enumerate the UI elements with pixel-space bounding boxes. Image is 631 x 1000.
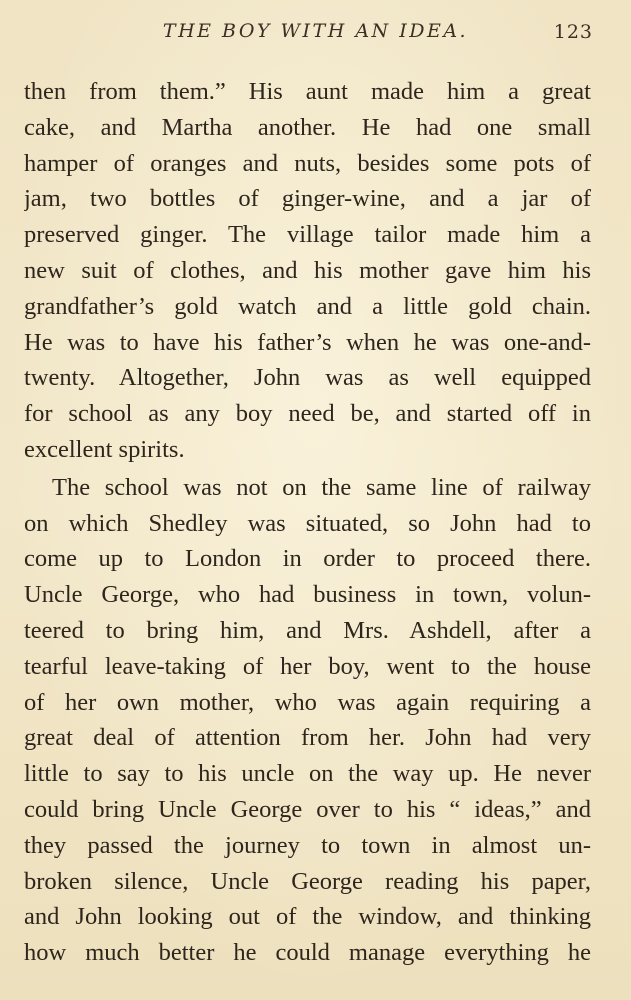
text-line: hamper of oranges and nuts, besides some pots of bbox=[24, 149, 591, 177]
text-line: Uncle George, who had business in town, volun- bbox=[24, 581, 591, 609]
text-line: of her own mother, who was again requiring a bbox=[24, 688, 591, 716]
text-line: then from them.” His aunt made him a great bbox=[24, 78, 591, 105]
text-line: they passed the journey to town in almost un- bbox=[24, 831, 591, 859]
text-line: twenty. Altogether, John was as well equipped bbox=[24, 364, 591, 392]
text-line: preserved ginger. The village tailor made him a bbox=[24, 221, 591, 249]
running-title: THE BOY WITH AN IDEA. bbox=[162, 20, 469, 42]
text-line: and John looking out of the window, and thinking bbox=[24, 903, 591, 931]
text-line: He was to have his father’s when he was one-and- bbox=[24, 328, 591, 356]
text-line: come up to London in order to proceed there. bbox=[24, 545, 591, 573]
text-line: teered to bring him, and Mrs. Ashdell, after a bbox=[24, 616, 591, 644]
body-text bbox=[24, 74, 591, 971]
text-line: could bring Uncle George over to his “ ideas,” and bbox=[24, 795, 591, 823]
text-line: cake, and Martha another. He had one small bbox=[24, 113, 591, 141]
text-line: The school was not on the same line of railway bbox=[52, 473, 591, 501]
text-line: tearful leave-taking of her boy, went to the house bbox=[24, 652, 591, 680]
text-line: grandfather’s gold watch and a little gold chain. bbox=[24, 292, 591, 320]
paragraph bbox=[24, 470, 591, 971]
paragraph bbox=[24, 74, 591, 468]
page-number: 123 bbox=[553, 21, 593, 43]
text-line: new suit of clothes, and his mother gave him his bbox=[24, 256, 591, 284]
running-head bbox=[0, 18, 631, 48]
text-line: how much better he could manage everything he bbox=[24, 939, 591, 967]
text-line: jam, two bottles of ginger-wine, and a jar of bbox=[24, 185, 591, 213]
text-line: little to say to his uncle on the way up. He never bbox=[24, 760, 591, 788]
text-line: great deal of attention from her. John had very bbox=[24, 724, 591, 752]
text-line: broken silence, Uncle George reading his paper, bbox=[24, 867, 591, 895]
text-line: excellent spirits. bbox=[24, 435, 185, 463]
text-line: on which Shedley was situated, so John had to bbox=[24, 509, 591, 537]
text-line: for school as any boy need be, and started off in bbox=[24, 400, 591, 428]
